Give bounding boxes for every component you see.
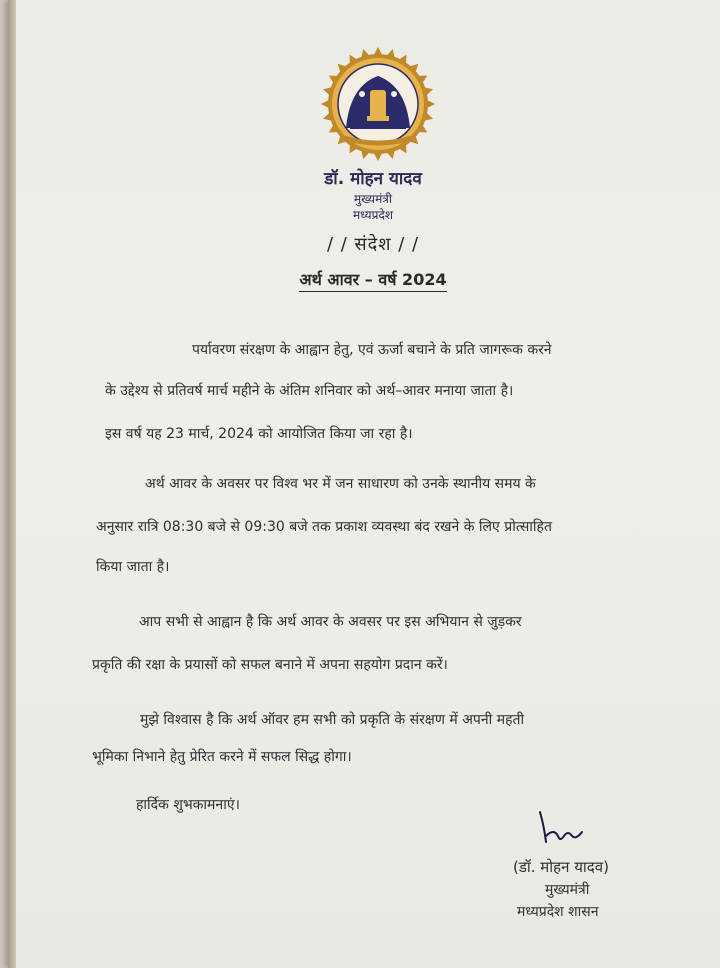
- message-heading: / / संदेश / /: [326, 234, 420, 255]
- letter-page: [8, 0, 720, 968]
- subject-line: [8, 268, 720, 290]
- body-line: अनुसार रात्रि 08:30 बजे से 09:30 बजे तक प्रकाश व्यवस्था बंद रखने के लिए प्रोत्साहित: [96, 519, 552, 535]
- emblem-ray: [321, 99, 330, 109]
- handwritten-signature-icon: [532, 806, 592, 850]
- body-line: के उद्देश्य से प्रतिवर्ष मार्च महीने के अंतिम शनिवार को अर्थ–आवर मनाया जाता है।: [105, 383, 514, 399]
- signatory-name: (डॉ. मोहन यादव): [513, 858, 609, 876]
- body-line: पर्यावरण संरक्षण के आह्वान हेतु, एवं ऊर्जा बचाने के प्रति जागरूक करने: [192, 342, 552, 358]
- emblem-ray: [426, 99, 435, 109]
- closing-greeting: हार्दिक शुभकामनाएं।: [136, 797, 240, 813]
- signatory-designation: मुख्यमंत्री: [545, 882, 590, 898]
- signatory-office: मध्यप्रदेश शासन: [517, 904, 599, 920]
- letterhead-name: डॉ. मोहन यादव: [324, 169, 422, 189]
- body-line: इस वर्ष यह 23 मार्च, 2024 को आयोजित किया जा रहा है।: [105, 426, 413, 442]
- body-line: अर्थ आवर के अवसर पर विश्व भर में जन साधारण को उनके स्थानीय समय के: [145, 476, 536, 492]
- emblem-ray: [373, 152, 383, 161]
- body-line: मुझे विश्वास है कि अर्थ ऑवर हम सभी को प्रकृति के संरक्षण में अपनी महती: [140, 712, 525, 728]
- madhya-pradesh-emblem-icon: [320, 46, 436, 162]
- letterhead-designation: मुख्यमंत्री: [353, 192, 393, 206]
- body-line: किया जाता है।: [96, 559, 170, 575]
- body-line: प्रकृति की रक्षा के प्रयासों को सफल बनाने में अपना सहयोग प्रदान करें।: [92, 657, 448, 673]
- body-line: भूमिका निभाने हेतु प्रेरित करने में सफल सिद्ध होगा।: [92, 749, 352, 765]
- emblem-ray: [373, 47, 383, 56]
- page-edge: [8, 0, 16, 968]
- letterhead-state: मध्यप्रदेश: [352, 208, 393, 222]
- body-line: आप सभी से आह्वान है कि अर्थ आवर के अवसर पर इस अभियान से जुड़कर: [139, 614, 522, 630]
- subject-text: अर्थ आवर – वर्ष 2024: [299, 270, 446, 292]
